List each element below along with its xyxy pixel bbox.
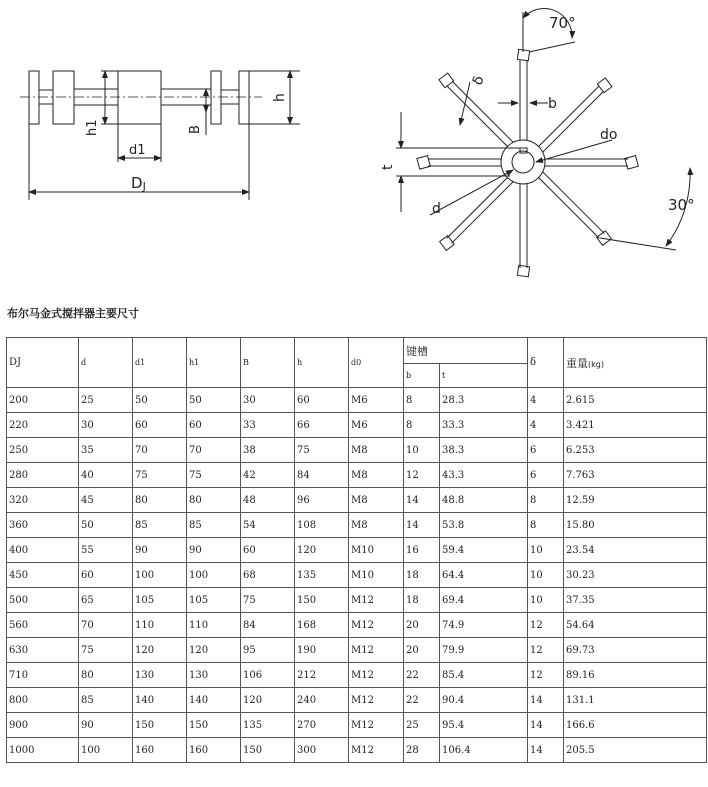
header-delta: δ	[528, 338, 564, 388]
cell-DJ: 630	[7, 638, 79, 663]
cell-h: 135	[295, 563, 349, 588]
cell-B: 30	[241, 388, 295, 413]
cell-delta: 14	[528, 713, 564, 738]
cell-d0: M10	[349, 538, 404, 563]
cell-d: 80	[79, 663, 133, 688]
cell-delta: 14	[528, 688, 564, 713]
cell-d1: 105	[133, 588, 187, 613]
cell-d1: 60	[133, 413, 187, 438]
cell-b: 8	[404, 413, 440, 438]
cell-d1: 85	[133, 513, 187, 538]
cell-DJ: 800	[7, 688, 79, 713]
header-d0: d0	[349, 338, 404, 388]
cell-d0: M12	[349, 613, 404, 638]
cell-d: 55	[79, 538, 133, 563]
table-row	[7, 688, 707, 713]
cell-d1: 50	[133, 388, 187, 413]
header-keyway: 键槽	[404, 338, 528, 364]
cell-h1: 120	[187, 638, 241, 663]
table-row	[7, 713, 707, 738]
cell-DJ: 220	[7, 413, 79, 438]
cell-delta: 4	[528, 413, 564, 438]
table-row	[7, 413, 707, 438]
cell-d: 70	[79, 613, 133, 638]
cell-delta: 10	[528, 563, 564, 588]
cell-delta: 10	[528, 588, 564, 613]
cell-B: 38	[241, 438, 295, 463]
label-h1: h1	[85, 119, 100, 136]
cell-B: 120	[241, 688, 295, 713]
cell-t: 59.4	[440, 538, 528, 563]
cell-d: 40	[79, 463, 133, 488]
cell-B: 48	[241, 488, 295, 513]
table-row	[7, 663, 707, 688]
cell-d: 60	[79, 563, 133, 588]
cell-h: 190	[295, 638, 349, 663]
header-h: h	[295, 338, 349, 388]
cell-DJ: 280	[7, 463, 79, 488]
header-weight-unit: (kg)	[588, 359, 604, 369]
cell-h1: 85	[187, 513, 241, 538]
cell-b: 25	[404, 713, 440, 738]
cell-delta: 12	[528, 663, 564, 688]
header-weight	[564, 338, 707, 388]
cell-d1: 100	[133, 563, 187, 588]
cell-b: 14	[404, 513, 440, 538]
cell-weight: 7.763	[564, 463, 707, 488]
cell-d0: M12	[349, 713, 404, 738]
label-DJ-main: D	[131, 174, 143, 192]
cell-weight: 15.80	[564, 513, 707, 538]
cell-B: 95	[241, 638, 295, 663]
cell-weight: 131.1	[564, 688, 707, 713]
table-row	[7, 438, 707, 463]
label-delta: δ	[469, 73, 488, 88]
cell-h: 60	[295, 388, 349, 413]
cell-t: 48.8	[440, 488, 528, 513]
cell-d0: M8	[349, 513, 404, 538]
cell-weight: 54.64	[564, 613, 707, 638]
label-h: h	[272, 93, 288, 102]
cell-h1: 70	[187, 438, 241, 463]
cell-h: 96	[295, 488, 349, 513]
cell-d0: M8	[349, 488, 404, 513]
cell-t: 38.3	[440, 438, 528, 463]
header-DJ: DJ	[7, 338, 79, 388]
table-row	[7, 738, 707, 763]
cell-t: 90.4	[440, 688, 528, 713]
cell-B: 75	[241, 588, 295, 613]
cell-d1: 80	[133, 488, 187, 513]
cell-delta: 6	[528, 438, 564, 463]
cell-t: 43.3	[440, 463, 528, 488]
technical-drawing	[0, 0, 708, 300]
cell-t: 64.4	[440, 563, 528, 588]
label-b: b	[548, 96, 557, 112]
cell-h1: 60	[187, 413, 241, 438]
table-row	[7, 463, 707, 488]
cell-h: 150	[295, 588, 349, 613]
cell-DJ: 250	[7, 438, 79, 463]
cell-h1: 75	[187, 463, 241, 488]
label-d0: do	[600, 127, 618, 143]
cell-delta: 10	[528, 538, 564, 563]
cell-h1: 160	[187, 738, 241, 763]
cell-weight: 69.73	[564, 638, 707, 663]
cell-weight: 2.615	[564, 388, 707, 413]
cell-DJ: 1000	[7, 738, 79, 763]
table-row	[7, 638, 707, 663]
label-DJ	[131, 174, 146, 193]
label-d: d	[432, 201, 441, 217]
cell-d: 50	[79, 513, 133, 538]
cell-DJ: 200	[7, 388, 79, 413]
cell-h1: 140	[187, 688, 241, 713]
cell-b: 20	[404, 613, 440, 638]
cell-h1: 130	[187, 663, 241, 688]
cell-b: 22	[404, 688, 440, 713]
header-B: B	[241, 338, 295, 388]
top-view	[396, 8, 690, 276]
cell-d0: M8	[349, 463, 404, 488]
cell-B: 54	[241, 513, 295, 538]
table-row	[7, 488, 707, 513]
cell-b: 18	[404, 563, 440, 588]
cell-DJ: 450	[7, 563, 79, 588]
cell-d0: M10	[349, 563, 404, 588]
cell-b: 16	[404, 538, 440, 563]
cell-h1: 105	[187, 588, 241, 613]
cell-weight: 205.5	[564, 738, 707, 763]
cell-d0: M6	[349, 413, 404, 438]
cell-h1: 150	[187, 713, 241, 738]
cell-weight: 30.23	[564, 563, 707, 588]
cell-DJ: 560	[7, 613, 79, 638]
cell-weight: 6.253	[564, 438, 707, 463]
cell-h1: 80	[187, 488, 241, 513]
cell-weight: 3.421	[564, 413, 707, 438]
cell-t: 53.8	[440, 513, 528, 538]
table-row	[7, 588, 707, 613]
cell-b: 8	[404, 388, 440, 413]
cell-delta: 6	[528, 463, 564, 488]
cell-weight: 89.16	[564, 663, 707, 688]
cell-delta: 14	[528, 738, 564, 763]
spec-table	[6, 337, 707, 763]
cell-d: 45	[79, 488, 133, 513]
cell-B: 135	[241, 713, 295, 738]
cell-h: 240	[295, 688, 349, 713]
cell-d0: M12	[349, 588, 404, 613]
header-d: d	[79, 338, 133, 388]
cell-t: 33.3	[440, 413, 528, 438]
label-DJ-sub: J	[142, 180, 146, 193]
cell-weight: 37.35	[564, 588, 707, 613]
label-angle-70: 70°	[549, 14, 576, 32]
cell-delta: 8	[528, 513, 564, 538]
cell-d: 90	[79, 713, 133, 738]
table-row	[7, 538, 707, 563]
cell-h: 120	[295, 538, 349, 563]
cell-h: 84	[295, 463, 349, 488]
cell-B: 33	[241, 413, 295, 438]
cell-d1: 160	[133, 738, 187, 763]
cell-h: 75	[295, 438, 349, 463]
cell-d1: 140	[133, 688, 187, 713]
header-b: b	[404, 364, 440, 388]
table-caption: 布尔马金式搅拌器主要尺寸	[7, 307, 139, 320]
label-angle-30: 30°	[668, 196, 695, 214]
table-row	[7, 513, 707, 538]
side-view	[20, 71, 300, 200]
cell-d1: 150	[133, 713, 187, 738]
cell-d: 85	[79, 688, 133, 713]
cell-b: 20	[404, 638, 440, 663]
cell-B: 150	[241, 738, 295, 763]
cell-h1: 50	[187, 388, 241, 413]
cell-DJ: 710	[7, 663, 79, 688]
cell-weight: 166.6	[564, 713, 707, 738]
cell-t: 95.4	[440, 713, 528, 738]
cell-t: 74.9	[440, 613, 528, 638]
cell-b: 18	[404, 588, 440, 613]
cell-h: 108	[295, 513, 349, 538]
cell-b: 14	[404, 488, 440, 513]
cell-h: 270	[295, 713, 349, 738]
cell-b: 12	[404, 463, 440, 488]
label-d1: d1	[129, 143, 146, 158]
cell-b: 22	[404, 663, 440, 688]
cell-d: 75	[79, 638, 133, 663]
cell-d0: M6	[349, 388, 404, 413]
cell-d1: 110	[133, 613, 187, 638]
table-body	[7, 388, 707, 763]
cell-delta: 8	[528, 488, 564, 513]
cell-h: 300	[295, 738, 349, 763]
cell-d1: 90	[133, 538, 187, 563]
cell-d0: M12	[349, 688, 404, 713]
cell-DJ: 360	[7, 513, 79, 538]
cell-B: 68	[241, 563, 295, 588]
cell-delta: 12	[528, 638, 564, 663]
cell-B: 84	[241, 613, 295, 638]
cell-weight: 12.59	[564, 488, 707, 513]
cell-d: 100	[79, 738, 133, 763]
header-d1: d1	[133, 338, 187, 388]
cell-t: 69.4	[440, 588, 528, 613]
cell-d: 30	[79, 413, 133, 438]
cell-B: 60	[241, 538, 295, 563]
cell-d1: 120	[133, 638, 187, 663]
cell-h: 66	[295, 413, 349, 438]
table-row	[7, 613, 707, 638]
cell-d: 65	[79, 588, 133, 613]
cell-d1: 75	[133, 463, 187, 488]
cell-B: 42	[241, 463, 295, 488]
cell-t: 79.9	[440, 638, 528, 663]
cell-weight: 23.54	[564, 538, 707, 563]
cell-d0: M12	[349, 663, 404, 688]
cell-DJ: 500	[7, 588, 79, 613]
cell-delta: 4	[528, 388, 564, 413]
cell-h1: 110	[187, 613, 241, 638]
header-weight-label: 重量	[566, 356, 588, 370]
cell-b: 10	[404, 438, 440, 463]
cell-DJ: 400	[7, 538, 79, 563]
cell-d0: M12	[349, 638, 404, 663]
cell-B: 106	[241, 663, 295, 688]
cell-h: 212	[295, 663, 349, 688]
cell-h1: 90	[187, 538, 241, 563]
cell-delta: 12	[528, 613, 564, 638]
table-row	[7, 563, 707, 588]
label-B: B	[188, 125, 203, 134]
table-row	[7, 388, 707, 413]
cell-d0: M8	[349, 438, 404, 463]
header-t: t	[440, 364, 528, 388]
cell-h: 168	[295, 613, 349, 638]
cell-d1: 70	[133, 438, 187, 463]
cell-t: 106.4	[440, 738, 528, 763]
cell-d1: 130	[133, 663, 187, 688]
cell-DJ: 900	[7, 713, 79, 738]
cell-b: 28	[404, 738, 440, 763]
cell-DJ: 320	[7, 488, 79, 513]
cell-d: 25	[79, 388, 133, 413]
cell-d: 35	[79, 438, 133, 463]
cell-t: 28.3	[440, 388, 528, 413]
cell-d0: M12	[349, 738, 404, 763]
header-h1: h1	[187, 338, 241, 388]
label-t: t	[380, 164, 396, 170]
cell-t: 85.4	[440, 663, 528, 688]
cell-h1: 100	[187, 563, 241, 588]
